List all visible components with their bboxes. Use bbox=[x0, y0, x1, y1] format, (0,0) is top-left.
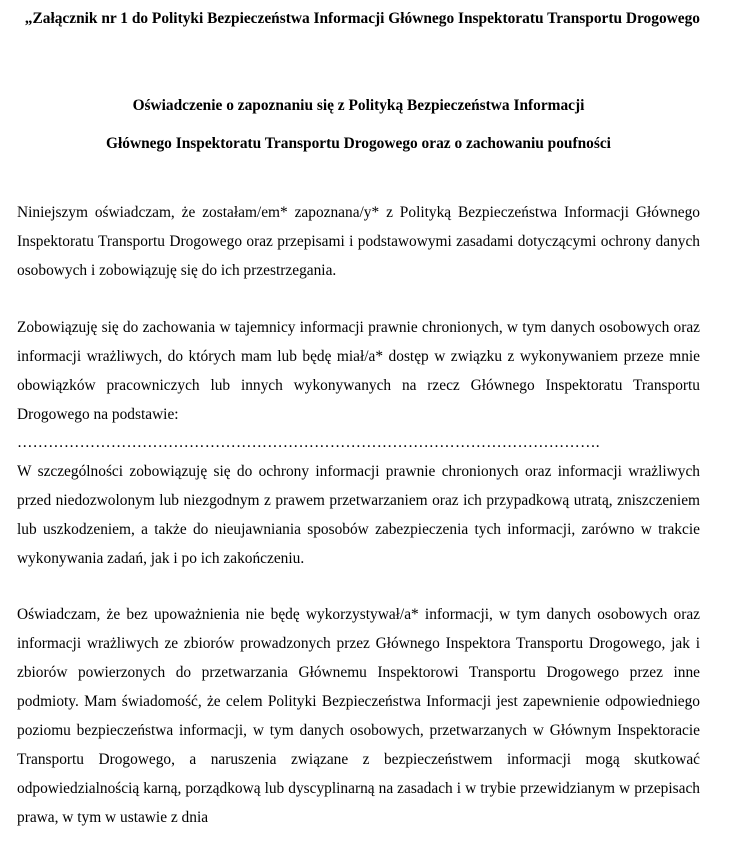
fill-in-line: …………………………………………………………………………………………………. bbox=[17, 434, 600, 451]
statement-title-line-1: Oświadczenie o zapoznaniu się z Polityką Bezpieczeństwa Informacji bbox=[132, 97, 585, 114]
paragraph-information-protection: W szczególności zobowiązuję się do ochrony informacji prawnie chronionych oraz informacji wrażliwych przed niedozwolonym lub niezgodnym z prawem przetwarzaniem oraz ich przypadkową utratą, zniszczeniem lub uszkodzeniem, a także do nieujawniania sposobów zabezpieczenia tych informacji, zarówno w trakcie wykonywania zadań, jak i po ich zakończeniu. bbox=[17, 463, 700, 567]
paragraph-confidentiality-obligation: Zobowiązuję się do zachowania w tajemnicy informacji prawnie chronionych, w tym danych osobowych oraz informacji wrażliwych, do których mam lub będę miał/a* dostęp w związku z wykonywaniem przeze mnie obowiązków pracowniczych lub innych wykonywanych na rzecz Głównego Inspektoratu Transportu Drogowego na podstawie: bbox=[17, 319, 700, 423]
paragraph-declaration: Oświadczam, że bez upoważnienia nie będę wykorzystywał/a* informacji, w tym danych osobowych oraz informacji wrażliwych ze zbiorów prowadzonych przez Głównego Inspektora Transportu Drogowego, jak i zbiorów powierzonych do przetwarzania Głównemu Inspektorowi Transportu Drogowego przez inne podmioty. Mam świadomość, że celem Polityki Bezpieczeństwa Informacji jest zapewnienie odpowiedniego poziomu bezpieczeństwa informacji, w tym danych osobowych, przetwarzanych w Głównym Inspektoracie Transportu Drogowego, a naruszenia związane z bezpieczeństwem informacji mogą skutkować odpowiedzialnością karną, porządkową lub dyscyplinarną na zasadach i w trybie przewidzianym w przepisach prawa, w tym w ustawie z dnia bbox=[17, 606, 700, 826]
statement-title-line-2: Głównego Inspektoratu Transportu Drogowego oraz o zachowaniu poufności bbox=[106, 135, 611, 152]
paragraph-acknowledgement: Niniejszym oświadczam, że zostałam/em* zapoznana/y* z Polityką Bezpieczeństwa Informacji Głównego Inspektoratu Transportu Drogowego oraz przepisami i podstawowymi zasadami dotyczącymi ochrony danych osobowych i zobowiązuję się do ich przestrzegania. bbox=[17, 204, 700, 279]
annex-title: „Załącznik nr 1 do Polityki Bezpieczeństwa Informacji Głównego Inspektoratu Transportu Drogowego bbox=[24, 10, 700, 27]
